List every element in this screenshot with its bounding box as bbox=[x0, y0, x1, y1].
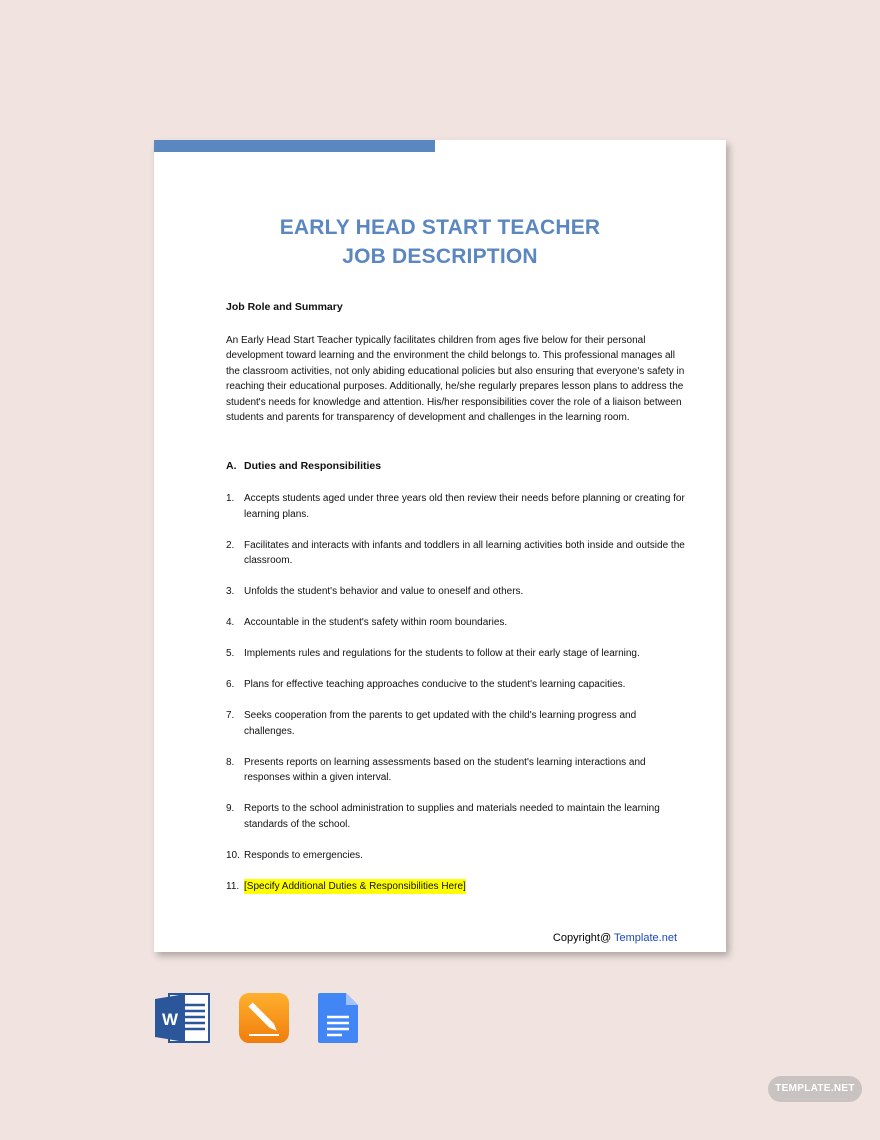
template-net-watermark: TEMPLATE.NET bbox=[768, 1076, 862, 1102]
duty-text: Presents reports on learning assessments based on the student's learning interactions and responses within a given interval. bbox=[244, 756, 646, 783]
duty-number: 3. bbox=[226, 586, 235, 597]
duty-item bbox=[226, 615, 686, 631]
duty-item bbox=[226, 646, 686, 662]
duty-number: 9. bbox=[226, 803, 235, 814]
section-heading: Job Role and Summary bbox=[226, 301, 343, 313]
document-page bbox=[154, 140, 726, 952]
duty-number: 11. bbox=[226, 880, 240, 892]
duty-item bbox=[226, 538, 686, 569]
copyright bbox=[553, 932, 677, 944]
duty-number: 2. bbox=[226, 539, 235, 551]
duty-number: 1. bbox=[226, 493, 235, 504]
duty-item bbox=[226, 801, 686, 832]
duty-number: 5. bbox=[226, 648, 235, 659]
document-title bbox=[154, 213, 726, 271]
duty-text: Implements rules and regulations for the students to follow at their early stage of learning. bbox=[244, 648, 640, 659]
google-docs-icon[interactable] bbox=[318, 993, 358, 1048]
pages-icon[interactable] bbox=[239, 993, 289, 1048]
duty-number: 4. bbox=[226, 617, 235, 628]
duties-heading-text: Duties and Responsibilities bbox=[244, 459, 382, 472]
svg-text:W: W bbox=[161, 1010, 179, 1029]
document-body bbox=[226, 300, 686, 910]
duty-item bbox=[226, 677, 686, 693]
duty-text: Accountable in the student's safety within room boundaries. bbox=[244, 617, 508, 628]
duty-text: Responds to emergencies. bbox=[244, 849, 363, 861]
duty-text: Plans for effective teaching approaches conducive to the student's learning capacities. bbox=[244, 679, 626, 690]
copyright-link[interactable]: Template.net bbox=[614, 932, 677, 944]
duty-text: Reports to the school administration to supplies and materials needed to maintain the learning standards of the school. bbox=[244, 803, 660, 830]
duty-number: 6. bbox=[226, 679, 235, 690]
duty-number: 7. bbox=[226, 710, 235, 721]
duties-heading-label: A. bbox=[226, 459, 237, 472]
duty-item bbox=[226, 491, 686, 522]
duty-text: Seeks cooperation from the parents to get updated with the child's learning progress and challenges. bbox=[244, 710, 637, 737]
word-icon[interactable] bbox=[155, 993, 211, 1048]
duties-heading bbox=[226, 459, 686, 475]
title-line-2: JOB DESCRIPTION bbox=[342, 245, 538, 268]
duty-number: 10. bbox=[226, 849, 240, 861]
title-line-1: EARLY HEAD START TEACHER bbox=[279, 216, 601, 239]
duties-list bbox=[226, 491, 686, 894]
duty-number: 8. bbox=[226, 756, 235, 768]
duty-item bbox=[226, 879, 686, 895]
duty-placeholder: [Specify Additional Duties & Responsibilities Here] bbox=[244, 879, 466, 895]
duty-text: Facilitates and interacts with infants and toddlers in all learning activities both inside and outside the classroom. bbox=[244, 539, 685, 566]
duty-item bbox=[226, 848, 686, 864]
accent-bar bbox=[154, 140, 435, 152]
duty-item bbox=[226, 755, 686, 786]
duty-text: Unfolds the student's behavior and value to oneself and others. bbox=[244, 586, 524, 597]
duty-item bbox=[226, 708, 686, 739]
duty-text: Accepts students aged under three years old then review their needs before planning or creating for learning plans. bbox=[244, 493, 685, 520]
duty-item bbox=[226, 584, 686, 600]
copyright-text: Copyright@ bbox=[552, 932, 612, 944]
summary-paragraph: An Early Head Start Teacher typically facilitates children from ages five below for their personal development toward learning and the environment the child belongs to. This professional manages all the classroom activities, not only abiding educational policies but also ensuring that everyone's safety in reaching their educational purposes. Additionally, he/she regularly prepares lesson plans to address the student's needs for knowledge and attention. His/her responsibilities cover the role of a liaison between students and parents for transparency of development and challenges in the learning room. bbox=[226, 334, 685, 423]
